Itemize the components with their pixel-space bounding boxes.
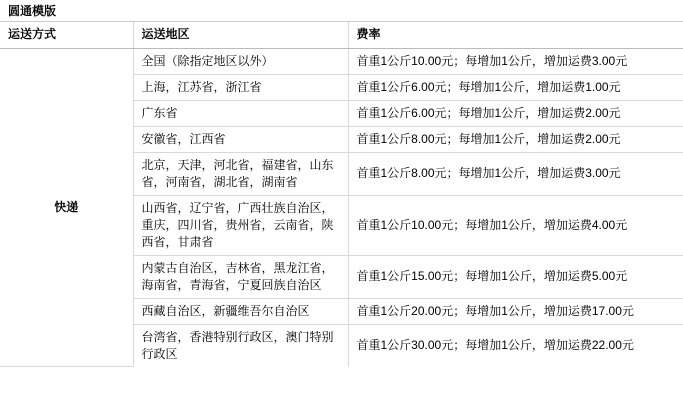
region-cell: 西藏自治区，新疆维吾尔自治区 [133, 298, 348, 324]
table-header-row [0, 22, 683, 48]
column-header-region: 运送地区 [133, 22, 348, 48]
rate-cell: 首重1公斤10.00元；每增加1公斤，增加运费3.00元 [348, 48, 683, 74]
shipping-rate-table [0, 22, 683, 367]
page-title: 圆通模版 [0, 0, 683, 22]
rate-cell: 首重1公斤20.00元；每增加1公斤，增加运费17.00元 [348, 298, 683, 324]
column-header-rate: 费率 [348, 22, 683, 48]
rate-cell: 首重1公斤15.00元；每增加1公斤，增加运费5.00元 [348, 255, 683, 298]
table-header [0, 22, 683, 48]
rate-cell: 首重1公斤8.00元；每增加1公斤，增加运费2.00元 [348, 126, 683, 152]
rate-cell: 首重1公斤10.00元；每增加1公斤，增加运费4.00元 [348, 195, 683, 255]
region-cell: 北京，天津，河北省，福建省，山东省，河南省，湖北省，湖南省 [133, 152, 348, 195]
column-header-method: 运送方式 [0, 22, 133, 48]
table-body [0, 48, 683, 367]
region-cell: 内蒙古自治区，吉林省，黑龙江省，海南省，青海省，宁夏回族自治区 [133, 255, 348, 298]
region-cell: 广东省 [133, 100, 348, 126]
region-cell: 安徽省，江西省 [133, 126, 348, 152]
rate-cell: 首重1公斤8.00元；每增加1公斤，增加运费3.00元 [348, 152, 683, 195]
rate-cell: 首重1公斤30.00元；每增加1公斤，增加运费22.00元 [356, 338, 634, 352]
region-cell: 山西省，辽宁省，广西壮族自治区，重庆，四川省，贵州省，云南省，陕西省，甘肃省 [133, 195, 348, 255]
table-row [0, 48, 683, 74]
region-cell: 台湾省，香港特别行政区，澳门特别行政区 [133, 324, 348, 367]
shipping-method-cell: 快递 [0, 48, 133, 367]
region-cell: 上海，江苏省，浙江省 [133, 74, 348, 100]
rate-cell: 首重1公斤6.00元；每增加1公斤，增加运费2.00元 [348, 100, 683, 126]
rate-cell: 首重1公斤6.00元；每增加1公斤，增加运费1.00元 [348, 74, 683, 100]
region-cell: 全国（除指定地区以外） [133, 48, 348, 74]
